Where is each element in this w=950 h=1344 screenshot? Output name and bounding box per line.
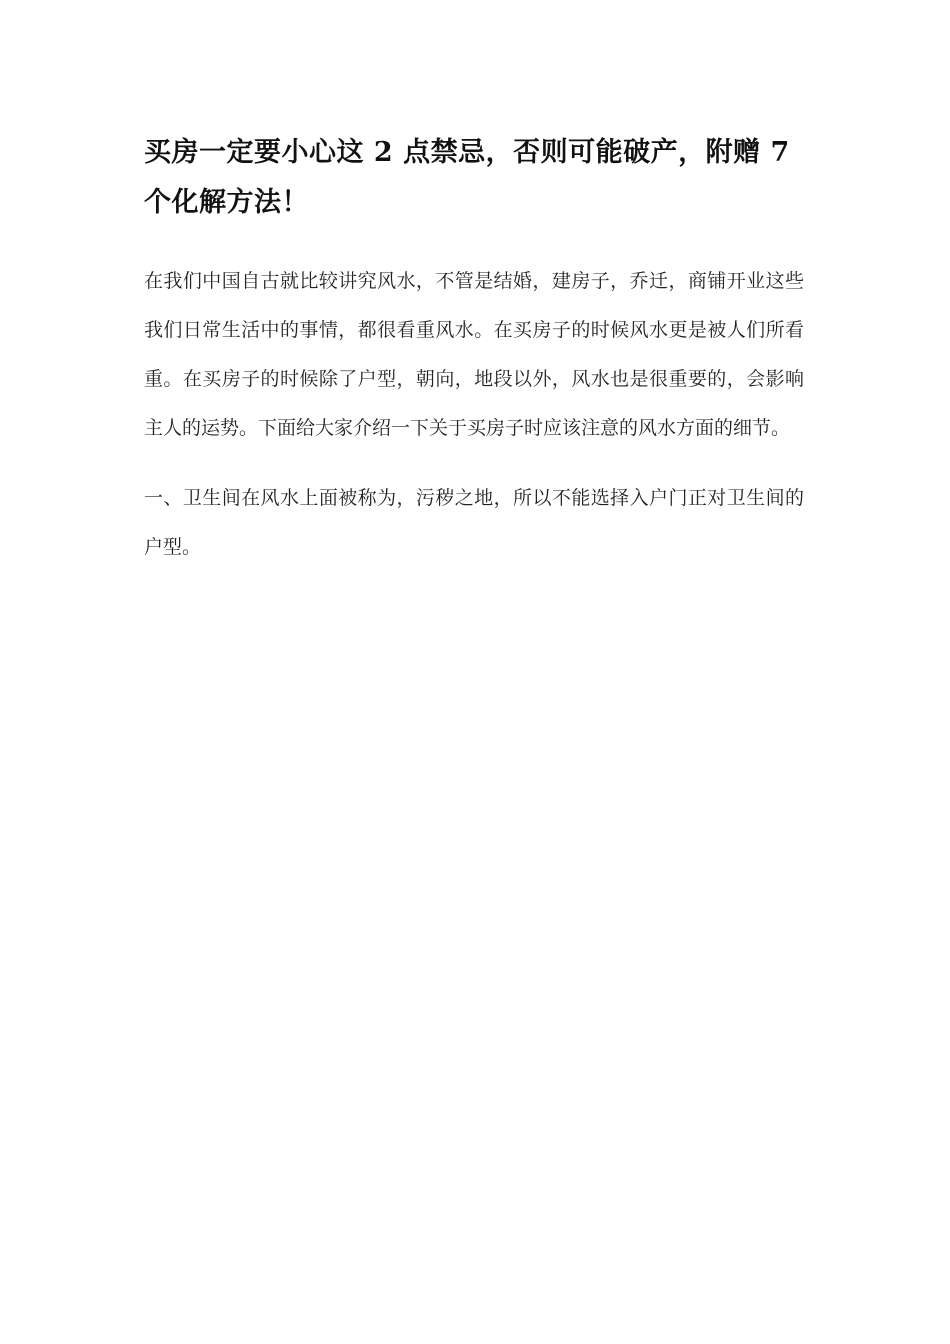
paragraph-point-one: 一、卫生间在风水上面被称为，污秽之地，所以不能选择入户门正对卫生间的户型。 [144,487,804,558]
document-body [144,128,804,572]
paragraph-intro: 在我们中国自古就比较讲究风水，不管是结婚，建房子，乔迁，商铺开业这些我们日常生活中的事情，都很看重风水。在买房子的时候风水更是被人们所看重。在买房子的时候除了户型，朝向，地段以外，风水也是很重要的，会影响主人的运势。下面给大家介绍一下关于买房子时应该注意的风水方面的细节。 [144,270,804,439]
document-title: 买房一定要小心这 2 点禁忌，否则可能破产，附赠 7 个化解方法！ [144,137,790,218]
